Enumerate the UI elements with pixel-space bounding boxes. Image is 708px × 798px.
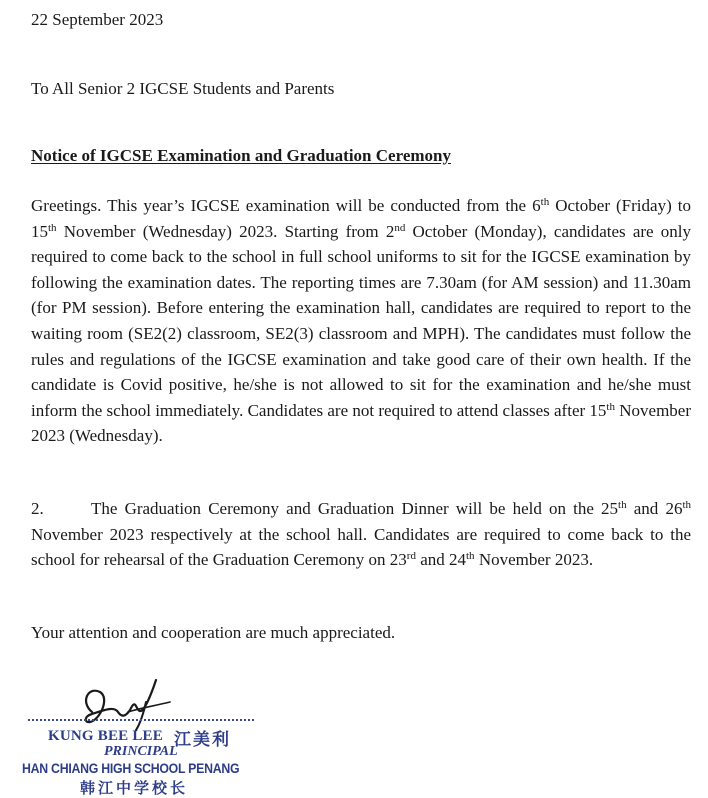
- stamp-principal-chinese-name: 江美利: [174, 730, 231, 750]
- letter-addressee: To All Senior 2 IGCSE Students and Parents: [31, 79, 335, 98]
- ordinal-suffix: rd: [406, 550, 416, 563]
- ordinal-suffix: th: [48, 221, 57, 234]
- paragraph-2-text: November 2023 respectively at the school hall. Candidates are required to come back to the school for rehearsal of the Graduation Ceremony on 23: [31, 524, 691, 570]
- signature-image: [70, 672, 180, 732]
- paragraph-2-text: November 2023.: [474, 550, 594, 570]
- paragraph-2-text: and 26: [626, 499, 683, 518]
- paragraph-1-text: October (Friday) to 15: [31, 196, 691, 241]
- signature-line: [28, 719, 254, 721]
- stamp-principal-name: KUNG BEE LEE: [48, 728, 163, 744]
- stamp-school-name: HAN CHIANG HIGH SCHOOL PENANG: [22, 760, 240, 776]
- ordinal-suffix: th: [466, 550, 475, 563]
- stamp-chinese-title: 韩江中学校长: [80, 779, 189, 797]
- ordinal-suffix: th: [618, 499, 627, 511]
- ordinal-suffix: th: [606, 400, 615, 413]
- paragraph-1-text: October (Monday), candidates are only required to come back to the school in full school uniforms to sit for the IGCSE examination by following the examination dates. The reporting times are 7.30am (for AM session) and 11.30am (for PM session). Before entering the examination hall, candidates are required to report to the waiting room (SE2(2) classroom, SE2(3) classroom and MPH). The candidates must follow the rules and regulations of the IGCSE examination and take good care of their own health. If the candidate is Covid positive, he/she is not allowed to sit for the examination and he/she must inform the school immediately. Candidates are not required to attend classes after 15: [31, 221, 691, 420]
- letter-subject: Notice of IGCSE Examination and Graduation Ceremony: [31, 146, 451, 165]
- paragraph-1-text: November 2023 (Wednesday).: [31, 400, 691, 446]
- paragraph-1-text: November (Wednesday) 2023. Starting from 2: [56, 221, 395, 241]
- ordinal-suffix: th: [540, 196, 550, 208]
- letter-closing: Your attention and cooperation are much appreciated.: [31, 623, 396, 642]
- letter-date: 22 September 2023: [31, 10, 164, 29]
- paragraph-2-text: and 24: [415, 550, 466, 570]
- paragraph-1: [31, 193, 691, 449]
- ordinal-suffix: nd: [394, 221, 406, 234]
- paragraph-1-text: Greetings. This year’s IGCSE examination will be conducted from the 6: [31, 196, 541, 215]
- stamp-principal-title: PRINCIPAL: [104, 744, 178, 759]
- paragraph-number: 2.: [31, 499, 44, 518]
- paragraph-2-text: The Graduation Ceremony and Graduation Dinner will be held on the 25: [91, 499, 619, 518]
- ordinal-suffix: th: [682, 499, 692, 511]
- paragraph-2: [31, 496, 691, 573]
